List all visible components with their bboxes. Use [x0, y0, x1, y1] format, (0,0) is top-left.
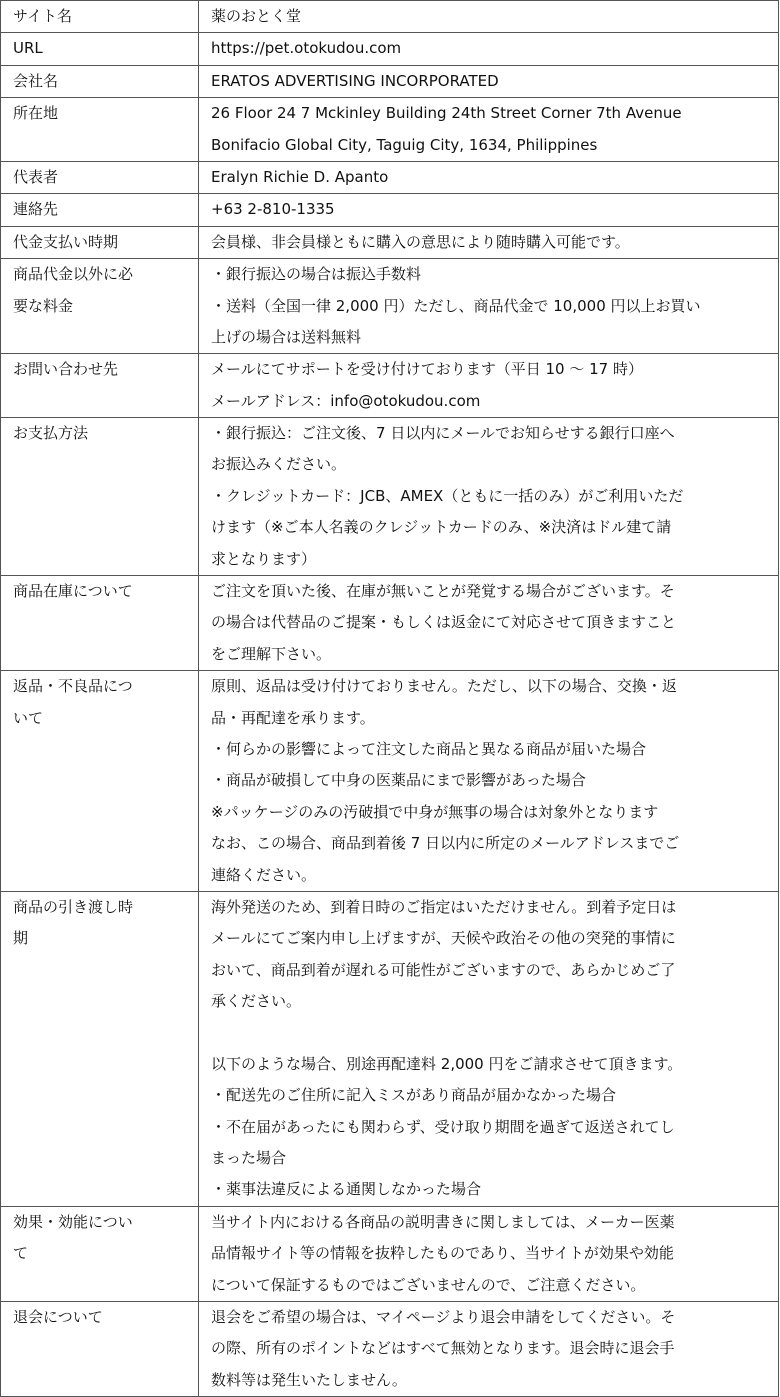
row-label-line: 代金支払い時期: [13, 232, 119, 251]
row-value-line: ご注文を頂いた後、在庫が無いことが発覚する場合がございます。そ: [211, 582, 675, 601]
table-row: [1, 194, 779, 226]
row-label-line: 商品在庫について: [13, 582, 133, 601]
row-value: [199, 576, 779, 671]
row-label: [1, 65, 199, 97]
row-value-line: 品情報サイト等の情報を抜粋したものであり、当サイトが効果や効能: [211, 1244, 674, 1263]
row-label-line: 商品代金以外に必: [13, 265, 134, 284]
table-row: [1, 226, 779, 258]
row-label-line: URL: [13, 39, 43, 58]
row-label: [1, 671, 199, 892]
row-value-line: ・配送先のご住所に記入ミスがあり商品が届かなかった場合: [211, 1086, 617, 1105]
row-value-line: ・商品が破損して中身の医薬品にまで影響があった場合: [211, 771, 586, 790]
row-label-line: 要な料金: [13, 296, 74, 315]
row-label: [1, 226, 199, 258]
row-value-line: ・何らかの影響によって注文した商品と異なる商品が届いた場合: [211, 739, 647, 758]
table-row: [1, 161, 779, 193]
row-value: [199, 671, 779, 892]
row-value-line: Eralyn Richie D. Apanto: [211, 167, 389, 186]
row-value-line: 会員様、非会員様ともに購入の意思により随時購入可能です。: [211, 232, 630, 251]
row-value-line: お振込みください。: [211, 455, 347, 474]
row-label-line: 所在地: [13, 104, 59, 123]
row-value-line: の場合は代替品のご提案・もしくは返金にて対応させて頂きますこと: [211, 613, 677, 632]
row-value: [199, 1206, 779, 1301]
row-label-line: 商品の引き渡し時: [13, 897, 134, 916]
row-value: [199, 354, 779, 418]
row-value-line: 海外発送のため、到着日時のご指定はいただけません。到着予定日は: [211, 897, 677, 916]
row-value-line: https://pet.otokudou.com: [211, 39, 402, 58]
row-value-line: なお、この場合、商品到着後 7 日以内に所定のメールアドレスまでご: [211, 834, 680, 853]
row-label-line: 効果・効能につい: [13, 1212, 133, 1231]
row-value-line: けます（※ご本人名義のクレジットカードのみ、※決済はドル建て請: [211, 518, 672, 537]
row-label: [1, 259, 199, 354]
row-value: [199, 33, 779, 65]
row-label-line: 期: [13, 929, 29, 948]
row-value-line: メールにてご案内申し上げますが、天候や政治その他の突発的事情に: [211, 929, 676, 948]
row-value: [199, 65, 779, 97]
row-label: [1, 194, 199, 226]
row-value: [199, 259, 779, 354]
row-value-line: +63 2-810-1335: [211, 200, 335, 219]
row-value-line: ・不在届があったにも関わらず、受け取り期間を過ぎて返送されてし: [211, 1117, 675, 1136]
row-value-line: Bonifacio Global City, Taguig City, 1634, Philippines: [211, 135, 598, 154]
row-label: [1, 33, 199, 65]
row-label: [1, 1302, 199, 1397]
row-label-line: 代表者: [13, 167, 59, 186]
table-row: [1, 418, 779, 576]
row-value-line: をご理解下さい。: [211, 644, 332, 663]
row-value-line: 上げの場合は送料無料: [211, 327, 362, 346]
info-table-body: [1, 1, 779, 1397]
row-label: [1, 576, 199, 671]
row-value-line: 求となります）: [211, 549, 317, 568]
row-value-line: ※パッケージのみの汚破損で中身が無事の場合は対象外となります: [211, 802, 659, 821]
row-value-line: 品・再配達を承ります。: [211, 708, 375, 727]
table-row: [1, 33, 779, 65]
table-row: [1, 576, 779, 671]
row-value-line: 数料等は発生いたしません。: [211, 1370, 407, 1389]
row-value-line: 承ください。: [211, 992, 302, 1011]
row-label-line: サイト名: [13, 7, 72, 25]
row-value-line: ・銀行振込の場合は振込手数料: [211, 265, 422, 284]
row-value-line: 連絡ください。: [211, 865, 317, 884]
row-label-line: お問い合わせ先: [13, 360, 119, 379]
row-value: [199, 226, 779, 258]
row-value: [199, 98, 779, 162]
row-value-line: メールにてサポートを受け付けております（平日 10 ～ 17 時）: [211, 360, 643, 379]
row-label-line: 返品・不良品につ: [13, 677, 133, 696]
row-value: [199, 161, 779, 193]
row-value: [199, 194, 779, 226]
row-value-line: について保証するものではございませんので、ご注意ください。: [211, 1275, 646, 1294]
row-value-line: の際、所有のポイントなどはすべて無効となります。退会時に退会手: [211, 1339, 675, 1358]
row-value-line: ・銀行振込：ご注文後、7 日以内にメールでお知らせする銀行口座へ: [211, 424, 675, 443]
row-value-line: ・送料（全国一律 2,000 円）ただし、商品代金で 10,000 円以上お買い: [211, 296, 701, 315]
row-label-line: て: [13, 1244, 29, 1263]
row-value-line: 以下のような場合、別途再配達料 2,000 円をご請求させて頂きます。: [211, 1054, 683, 1073]
table-row: [1, 259, 779, 354]
row-value-line: ERATOS ADVERTISING INCORPORATED: [211, 71, 499, 90]
row-value: [199, 418, 779, 576]
row-value-line: メールアドレス：info@otokudou.com: [211, 391, 481, 410]
row-value-line: 退会をご希望の場合は、マイページより退会申請をしてください。そ: [211, 1308, 676, 1327]
row-value-line: ・クレジットカード：JCB、AMEX（ともに一括のみ）がご利用いただ: [211, 486, 684, 505]
table-row: [1, 98, 779, 162]
table-row: [1, 891, 779, 1206]
row-value-line: 当サイト内における各商品の説明書きに関しましては、メーカー医薬: [211, 1212, 675, 1231]
row-value-line: 薬のおとく堂: [211, 7, 302, 25]
row-value-line: おいて、商品到着が遅れる可能性がございますので、あらかじめご了: [211, 960, 676, 979]
row-label: [1, 418, 199, 576]
row-label: [1, 1206, 199, 1301]
table-row: [1, 671, 779, 892]
blank-line: [211, 1018, 768, 1049]
row-label: [1, 98, 199, 162]
row-label: [1, 161, 199, 193]
table-row: [1, 1, 779, 33]
row-label-line: 会社名: [13, 71, 59, 90]
row-value-line: ・薬事法違反による通関しなかった場合: [211, 1180, 482, 1199]
row-value: [199, 1, 779, 33]
row-label: [1, 354, 199, 418]
row-label-line: 退会について: [13, 1308, 103, 1327]
row-label-line: お支払方法: [13, 424, 89, 443]
row-label-line: 連絡先: [13, 200, 59, 219]
row-value-line: まった場合: [211, 1149, 287, 1168]
row-value-line: 26 Floor 24 7 Mckinley Building 24th Street Corner 7th Avenue: [211, 104, 682, 123]
row-label-line: いて: [13, 708, 44, 727]
row-label: [1, 1, 199, 33]
table-row: [1, 1206, 779, 1301]
row-value-line: 原則、返品は受け付けておりません。ただし、以下の場合、交換・返: [211, 677, 677, 696]
table-row: [1, 354, 779, 418]
row-label: [1, 891, 199, 1206]
row-value: [199, 1302, 779, 1397]
row-value: [199, 891, 779, 1206]
table-row: [1, 65, 779, 97]
table-row: [1, 1302, 779, 1397]
